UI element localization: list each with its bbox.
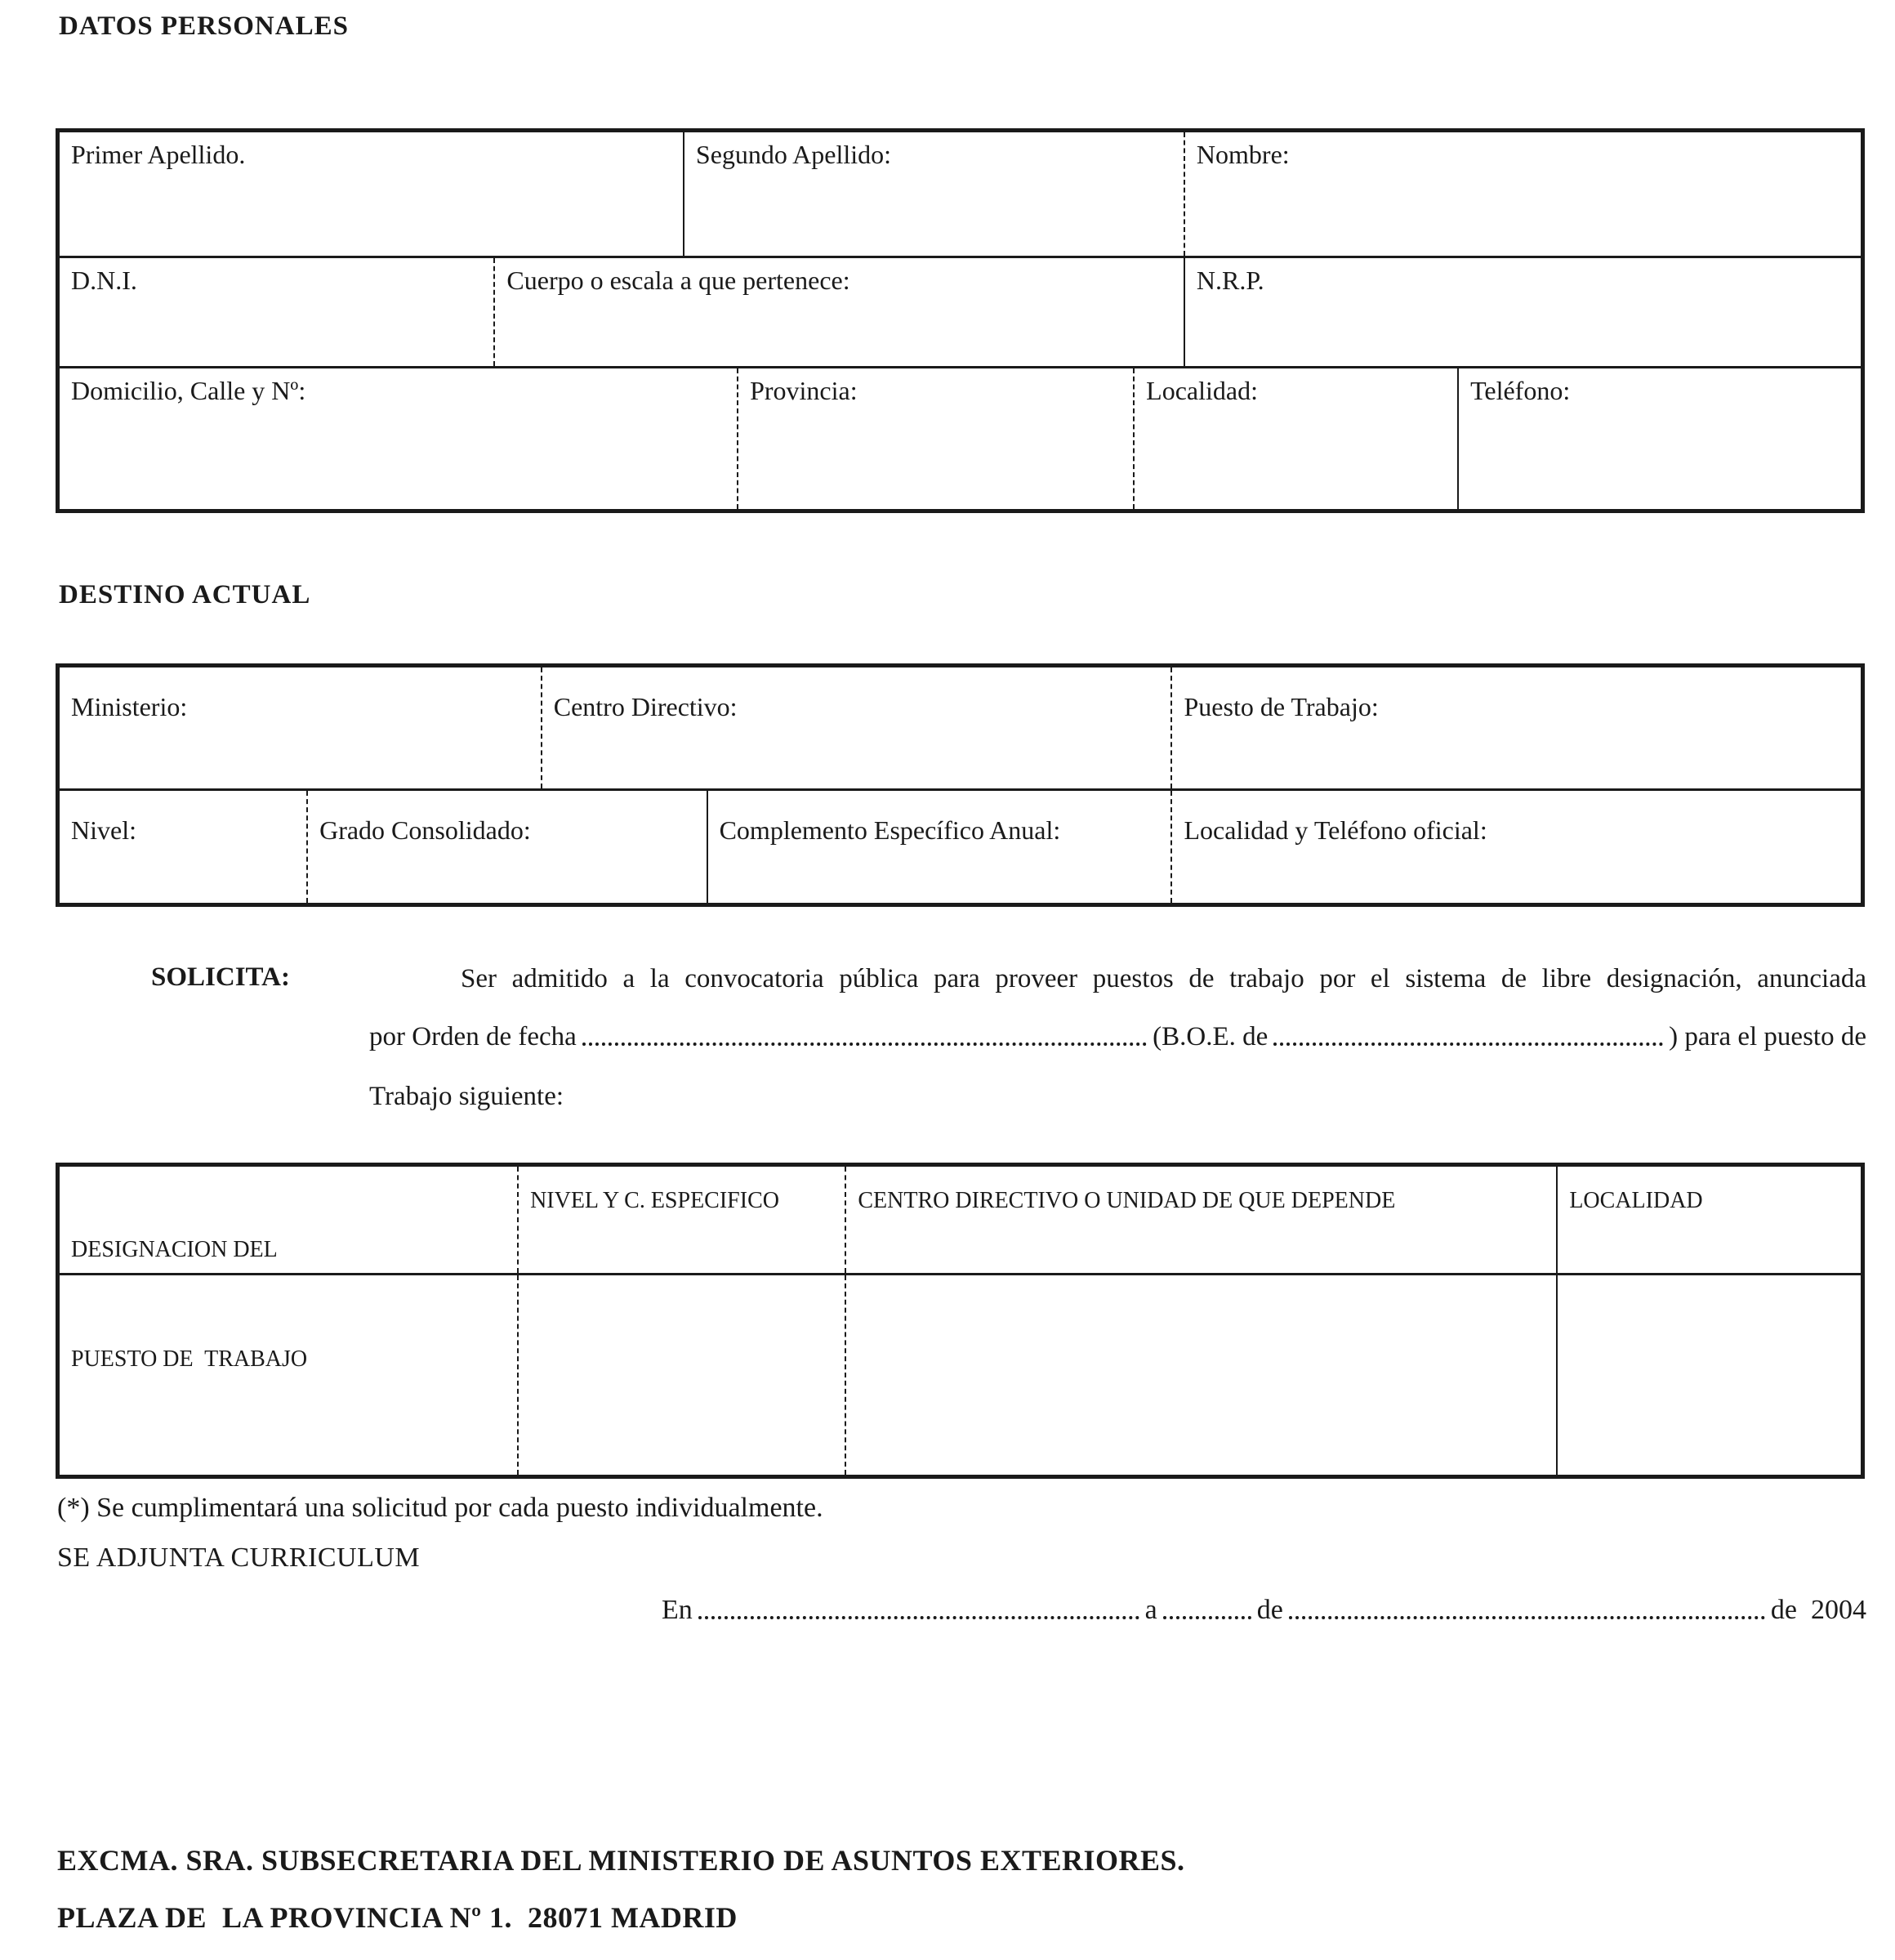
destino-actual-table xyxy=(56,663,1865,907)
field-localidad: Localidad: xyxy=(1133,368,1457,509)
puestos-table xyxy=(56,1163,1865,1479)
datos-personales-table xyxy=(56,128,1865,513)
cell-localidad-empty xyxy=(1556,1275,1861,1475)
field-centro-directivo: Centro Directivo: xyxy=(541,667,1171,788)
table-body-row xyxy=(60,1273,1861,1475)
header-centro-directivo: CENTRO DIRECTIVO O UNIDAD DE QUE DEPENDE xyxy=(845,1167,1556,1273)
dotted-fill-line xyxy=(1163,1616,1251,1619)
address-line-street: PLAZA DE LA PROVINCIA Nº 1. 28071 MADRID xyxy=(57,1901,738,1934)
field-telefono: Teléfono: xyxy=(1457,368,1861,509)
cell-designacion-empty xyxy=(60,1275,517,1475)
solicita-line1: Ser admitido a la convocatoria pública para proveer puestos de trabajo por el sistema de libre designación, anunciada xyxy=(461,964,1866,993)
section-title-destino-actual: DESTINO ACTUAL xyxy=(59,580,311,609)
date-a: a xyxy=(1144,1595,1157,1625)
field-primer-apellido: Primer Apellido. xyxy=(71,140,246,169)
curriculum-note: SE ADJUNTA CURRICULUM xyxy=(57,1543,421,1573)
solicita-line2-prefix: por Orden de fecha xyxy=(369,1022,577,1051)
header-localidad: LOCALIDAD xyxy=(1556,1167,1861,1273)
dotted-fill-line xyxy=(1289,1616,1765,1619)
header-designacion-line1: DESIGNACION DEL xyxy=(71,1237,278,1262)
field-nivel: Nivel: xyxy=(71,815,136,845)
address-line-recipient: EXCMA. SRA. SUBSECRETARIA DEL MINISTERIO DE ASUNTOS EXTERIORES. xyxy=(57,1844,1185,1877)
dotted-fill-line xyxy=(698,1616,1139,1619)
section-title-datos-personales: DATOS PERSONALES xyxy=(59,11,349,41)
field-dni: D.N.I. xyxy=(71,266,137,295)
field-nombre: Nombre: xyxy=(1184,132,1861,256)
table-row xyxy=(60,256,1861,366)
date-line xyxy=(662,1595,1866,1626)
date-en: En xyxy=(662,1595,693,1625)
solicita-line3: Trabajo siguiente: xyxy=(369,1082,564,1111)
field-localidad-telefono-oficial: Localidad y Teléfono oficial: xyxy=(1170,791,1861,903)
field-puesto-de-trabajo: Puesto de Trabajo: xyxy=(1170,667,1861,788)
header-nivel-especifico: NIVEL Y C. ESPECIFICO xyxy=(517,1167,845,1273)
header-designacion-line2: PUESTO DE TRABAJO xyxy=(71,1346,308,1372)
table-row xyxy=(60,667,1861,788)
dotted-fill-line xyxy=(1273,1043,1663,1046)
date-year: de 2004 xyxy=(1770,1595,1867,1625)
header-designacion xyxy=(60,1167,517,1372)
table-row xyxy=(60,132,1861,256)
field-ministerio: Ministerio: xyxy=(71,692,188,721)
table-header-row xyxy=(60,1167,1861,1372)
dotted-fill-line xyxy=(582,1043,1147,1046)
field-segundo-apellido: Segundo Apellido: xyxy=(683,132,1184,256)
date-de: de xyxy=(1256,1595,1283,1625)
table-row xyxy=(60,788,1861,903)
solicita-line2 xyxy=(369,1022,1866,1052)
field-nrp: N.R.P. xyxy=(1184,258,1861,366)
solicita-line2-boe: (B.O.E. de xyxy=(1153,1022,1269,1051)
solicita-line2-suffix: ) para el puesto de xyxy=(1669,1022,1866,1051)
cell-nivel-empty xyxy=(517,1275,845,1475)
field-cuerpo-escala: Cuerpo o escala a que pertenece: xyxy=(493,258,1184,366)
cell-centro-empty xyxy=(845,1275,1556,1475)
footnote-individual-request: (*) Se cumplimentará una solicitud por cada puesto individualmente. xyxy=(57,1493,823,1523)
field-domicilio: Domicilio, Calle y Nº: xyxy=(71,376,306,405)
field-grado-consolidado: Grado Consolidado: xyxy=(306,791,707,903)
solicita-label: SOLICITA: xyxy=(151,962,290,992)
table-row xyxy=(60,366,1861,509)
field-provincia: Provincia: xyxy=(737,368,1133,509)
field-complemento-especifico: Complemento Específico Anual: xyxy=(707,791,1171,903)
